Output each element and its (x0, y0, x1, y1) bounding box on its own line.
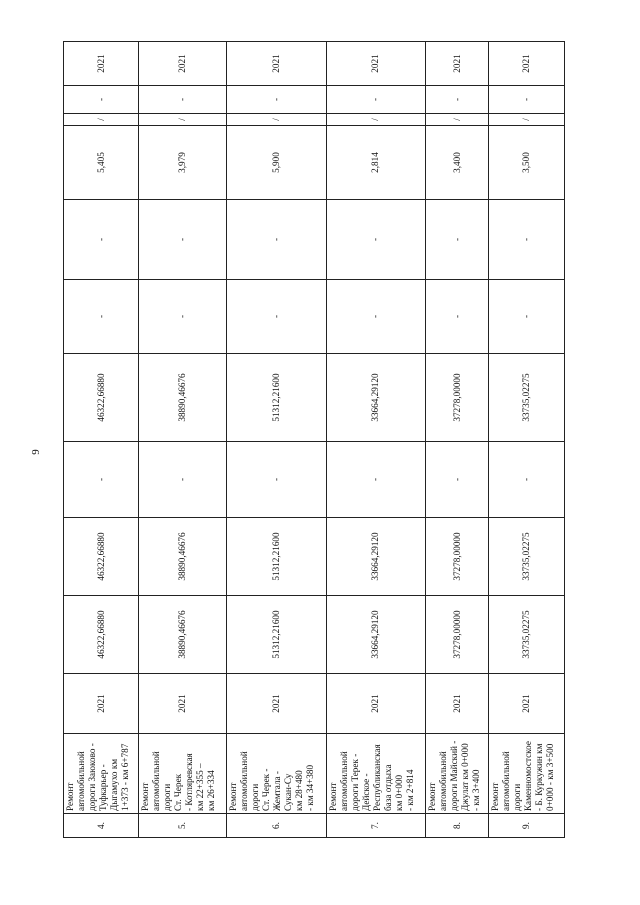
table-cell: 46322,66880 (64, 518, 139, 596)
table-row (139, 42, 227, 838)
table-cell: 38890,46676 (139, 354, 227, 442)
page-number: 9 (30, 449, 42, 455)
table-cell: 33735,02275 (489, 596, 565, 674)
table-cell: - (64, 86, 139, 114)
row-number: 5. (139, 814, 227, 838)
table-cell: - (326, 200, 426, 280)
table-cell: - (226, 200, 326, 280)
table-cell: 33735,02275 (489, 354, 565, 442)
table-cell: 2021 (326, 674, 426, 734)
table-cell: / (426, 114, 489, 126)
table-cell: 3,500 (489, 126, 565, 200)
table-cell: 2021 (64, 674, 139, 734)
row-number: 8. (426, 814, 489, 838)
road-repair-name: Ремонт автомобильной дороги Терек - Дейское - Республиканская база отдыха км 0+000 - км 2+814 (326, 734, 426, 814)
table-cell: 2021 (326, 42, 426, 86)
table-cell: 2021 (226, 674, 326, 734)
table-cell: 3,979 (139, 126, 227, 200)
table-cell: - (226, 442, 326, 518)
table-cell: 5,900 (226, 126, 326, 200)
table-row (489, 42, 565, 838)
table-cell: - (64, 200, 139, 280)
table-cell: 2021 (139, 674, 227, 734)
table-row (64, 42, 139, 838)
table-cell: - (226, 280, 326, 354)
table-cell: 2021 (64, 42, 139, 86)
road-repair-name: Ремонт автомобильной дороги Ст. Черек - Котляревская км 22+355 – км 26+334 (139, 734, 227, 814)
repair-works-table (63, 41, 565, 838)
row-number: 4. (64, 814, 139, 838)
table-cell: - (426, 200, 489, 280)
rotated-table-container (63, 42, 565, 838)
table-cell: / (489, 114, 565, 126)
table-cell: 2021 (426, 674, 489, 734)
table-cell: 2021 (426, 42, 489, 86)
table-cell: 33664,29120 (326, 518, 426, 596)
table-row (326, 42, 426, 838)
table-cell: 33664,29120 (326, 354, 426, 442)
table-cell: 46322,66880 (64, 354, 139, 442)
table-cell: - (489, 200, 565, 280)
table-cell: / (326, 114, 426, 126)
table-cell: - (489, 86, 565, 114)
table-cell: 2021 (226, 42, 326, 86)
table-cell: - (326, 280, 426, 354)
table-cell: - (64, 280, 139, 354)
table-cell: 3,400 (426, 126, 489, 200)
table-cell: 37278,00000 (426, 518, 489, 596)
table-cell: 37278,00000 (426, 596, 489, 674)
row-number: 6. (226, 814, 326, 838)
table-cell: / (64, 114, 139, 126)
table-cell: - (426, 442, 489, 518)
table-cell: - (226, 86, 326, 114)
table-cell: - (489, 442, 565, 518)
table-cell: - (489, 280, 565, 354)
table-cell: 38890,46676 (139, 518, 227, 596)
road-repair-name: Ремонт автомобильной дороги Каменномостское - Б. Куркужин км 0+000 - км 3+500 (489, 734, 565, 814)
table-cell: - (139, 200, 227, 280)
table-cell: 51312,21600 (226, 518, 326, 596)
table-cell: / (139, 114, 227, 126)
table-cell: - (426, 280, 489, 354)
table-row (426, 42, 489, 838)
table-cell: - (139, 280, 227, 354)
table-cell: 2,814 (326, 126, 426, 200)
table-cell: - (326, 442, 426, 518)
table-cell: 51312,21600 (226, 354, 326, 442)
table-cell: 33664,29120 (326, 596, 426, 674)
table-row (226, 42, 326, 838)
table-cell: 37278,00000 (426, 354, 489, 442)
table-cell: 33735,02275 (489, 518, 565, 596)
table-cell: - (426, 86, 489, 114)
table-cell: - (139, 86, 227, 114)
table-body (64, 42, 565, 838)
table-cell: - (64, 442, 139, 518)
table-cell: 46322,66880 (64, 596, 139, 674)
row-number: 7. (326, 814, 426, 838)
road-repair-name: Ремонт автомобильной дороги Майский - Джулат км 0+000 - км 3+400 (426, 734, 489, 814)
road-repair-name: Ремонт автомобильной дороги Заюково - Туфкарьер - Дыгамухо км 1+373 - км 6+787 (64, 734, 139, 814)
table-cell: 2021 (139, 42, 227, 86)
table-cell: 2021 (489, 674, 565, 734)
road-repair-name: Ремонт автомобильной дороги Ст. Черек - Жемтала - Сукан-Су км 28+480 - км 34+380 (226, 734, 326, 814)
table-cell: 2021 (489, 42, 565, 86)
row-number: 9. (489, 814, 565, 838)
table-cell: 51312,21600 (226, 596, 326, 674)
table-cell: - (139, 442, 227, 518)
table-cell: - (326, 86, 426, 114)
table-cell: 38890,46676 (139, 596, 227, 674)
table-cell: 5,405 (64, 126, 139, 200)
table-cell: / (226, 114, 326, 126)
